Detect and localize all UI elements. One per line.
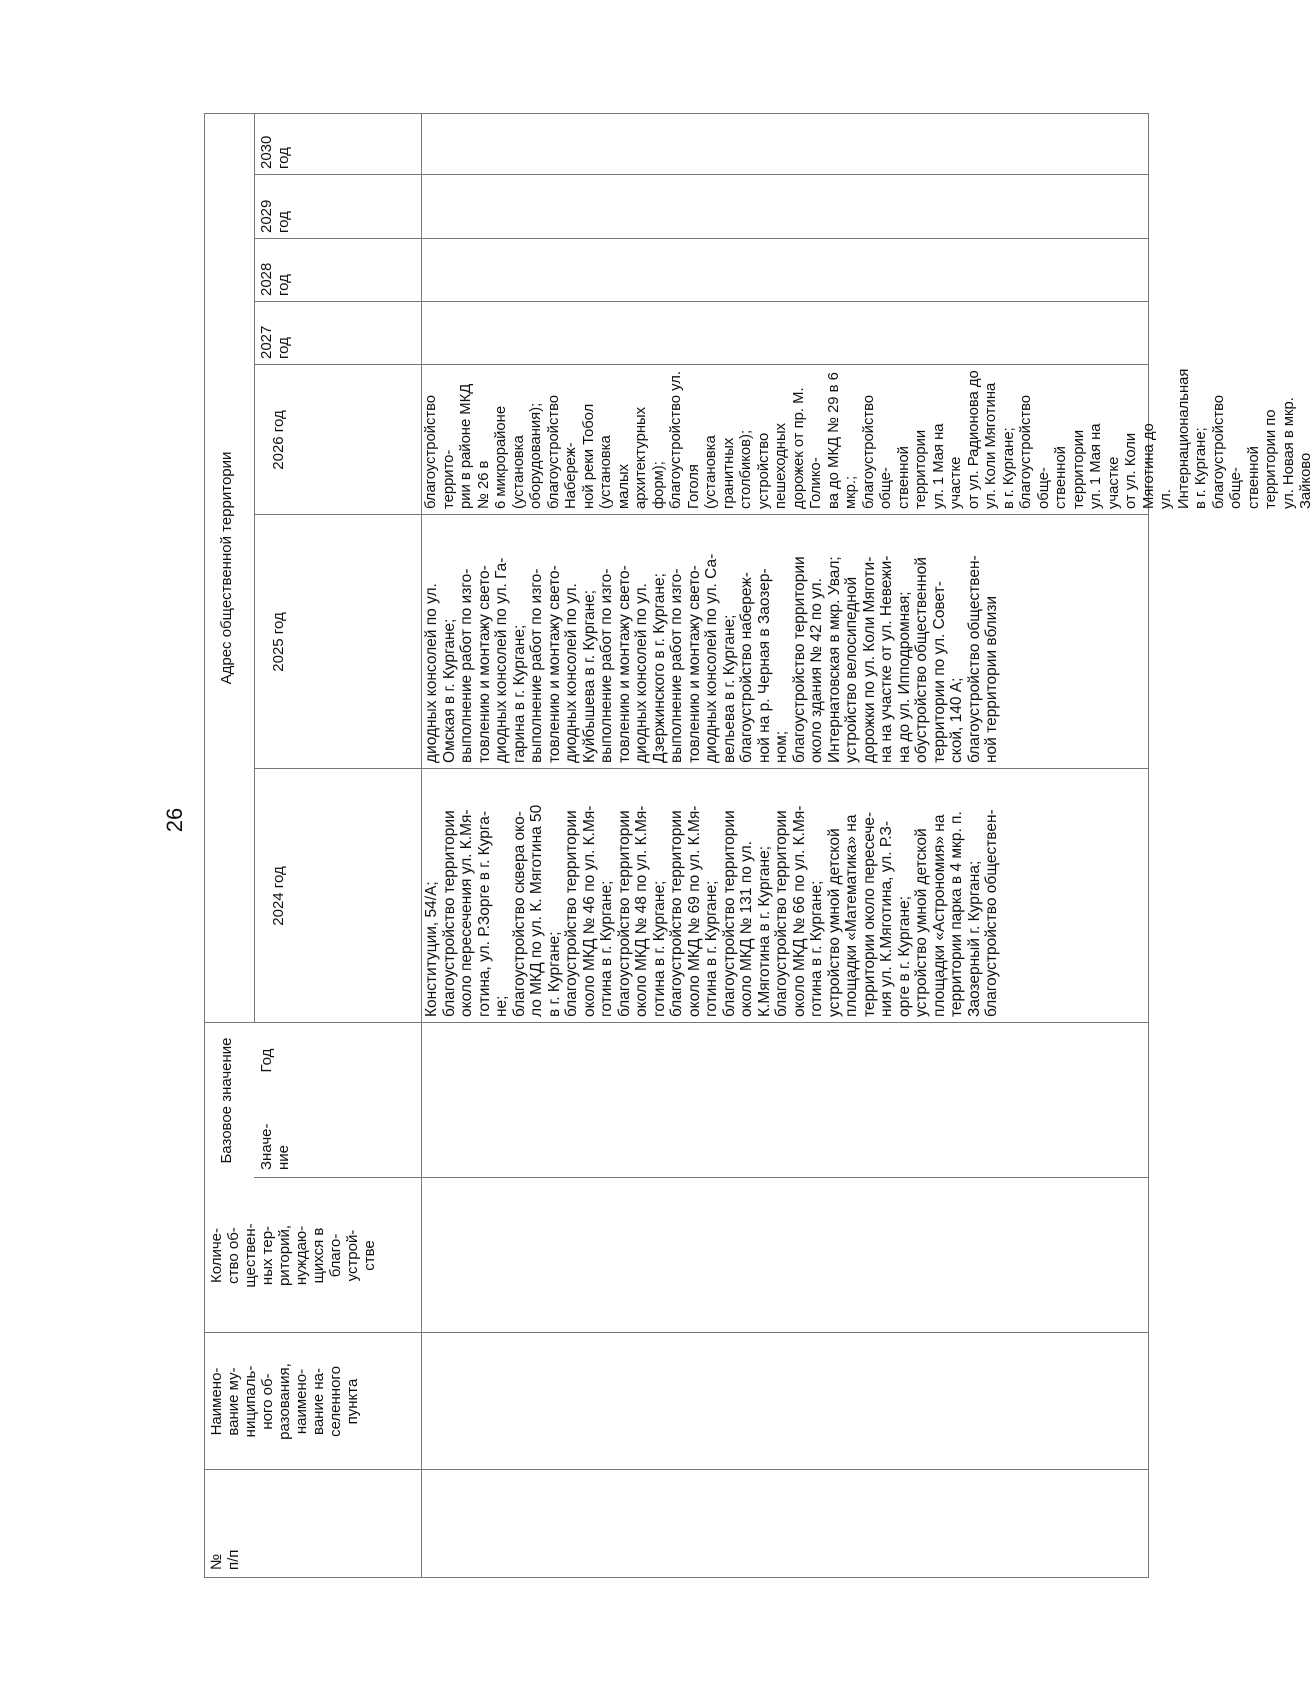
header-base-value-year: Год bbox=[258, 1048, 275, 1073]
header-num: № п/п bbox=[208, 1549, 242, 1570]
header-address: Адрес общественной территории bbox=[218, 451, 235, 685]
row-address-2030 bbox=[421, 114, 1148, 175]
header-year-2028: 2028 год bbox=[258, 262, 292, 296]
row-territory-count bbox=[421, 1178, 1148, 1333]
header-municipality: Наимено- вание му- ниципаль- ного об- разования, наимено- вание на- селенного пункта bbox=[208, 1363, 361, 1440]
row-address-2024: Конституции, 54/А; благоустройство территории около пересечения ул. К.Мя- готина, ул. Р.Зорге в г. Курга- не; благоустройство сквера око- ло МКД по ул. К. Мяготина 50 в г. Кургане; благоустройство территории около МКД № 46 по ул. К.Мя- готина в г. Кургане; благоустройство территории около МКД № 48 по ул. К.Мя- готина в г. Кургане; благоустройство территории около МКД № 69 по ул. К.Мя- готина в г. Кургане; благоустройство территории около МКД № 131 по ул. К.Мяготина в г. Кургане; благоустройство территории около МКД № 66 по ул. К.Мя- готина в г. Кургане; устройство умной детской площадки «Математика» на территории около пересече- ния ул. К.Мяготина, ул. Р.З- орге в г. Кургане; устройство умной детской площадки «Астрономия» на территории парка в 4 мкр. п. Заозерный г. Кургана; благоустройство обществен- bbox=[423, 804, 1000, 1017]
header-year-2025: 2025 год bbox=[270, 612, 287, 672]
row-base-value bbox=[421, 1023, 1148, 1178]
row-municipality bbox=[421, 1333, 1148, 1470]
row-address-2026: благоустройство террито- рии в районе МКД № 26 в 6 микрорайоне (установка оборудования); благоустройство Набереж- ной реки Тобол (установка малых архитектурных форм); благоустройство ул. Гоголя (установка гранитных столбиков); устройство пешеходных дорожек от пр. М. Голико- ва до МКД № 29 в 6 мкр.; благоустройство обще- ственной территории ул. 1 Мая на участке от ул. Радионова до ул. Коли Мяготина в г. Кургане; благоустройство обще- ственной территории ул. 1 Мая на участке от ул. Коли Мяготина до ул. Интернациональная в г. Кургане; благоустройство обще- ственной территории по ул. Новая в мкр. Зайково bbox=[423, 368, 1314, 509]
page-number: 26 bbox=[162, 807, 187, 833]
header-year-2029: 2029 год bbox=[258, 199, 292, 233]
header-base-value-value: Значе- ние bbox=[258, 1123, 292, 1170]
row-address-2029 bbox=[421, 175, 1148, 239]
header-year-2024: 2024 год bbox=[270, 866, 287, 926]
header-year-2027: 2027 год bbox=[258, 325, 292, 359]
row-address-2027 bbox=[421, 302, 1148, 365]
row-address-2025: диодных консолей по ул. Омская в г. Кургане; выполнение работ по изго- товлению и монтажу свето- диодных консолей по ул. Га- гарина в г. Кургане; выполнение работ по изго- товлению и монтажу свето- диодных консолей по ул. Куйбышева в г. Кургане; выполнение работ по изго- товлению и монтажу свето- диодных консолей по ул. Дзержинского в г. Кургане; выполнение работ по изго- товлению и монтажу свето- диодных консолей по ул. Са- вельева в г. Кургане; благоустройство набереж- ной на р. Черная в Заозер- ном; благоустройство территории около здания № 42 по ул. Интернатовская в мкр. Увал; устройство велосипедной дорожки по ул. Коли Мяготи- на на участке от ул. Невежи- на до ул. Ипподромная; обустройство общественной территории по ул. Совет- ской, 140 А; благоустройство обществен- ной территории вблизи bbox=[423, 553, 1000, 763]
row-num bbox=[421, 1470, 1148, 1578]
row-address-2028 bbox=[421, 239, 1148, 302]
header-territory-count: Количе- ство об- ществен- ных тер- риторий, нуждаю- щихся в благо- устрой- стве bbox=[208, 1223, 378, 1288]
address-table bbox=[204, 113, 1314, 1578]
header-base-value: Базовое значение bbox=[218, 1037, 235, 1164]
header-year-2030: 2030 год bbox=[258, 135, 292, 169]
header-year-2026: 2026 год bbox=[270, 410, 287, 470]
